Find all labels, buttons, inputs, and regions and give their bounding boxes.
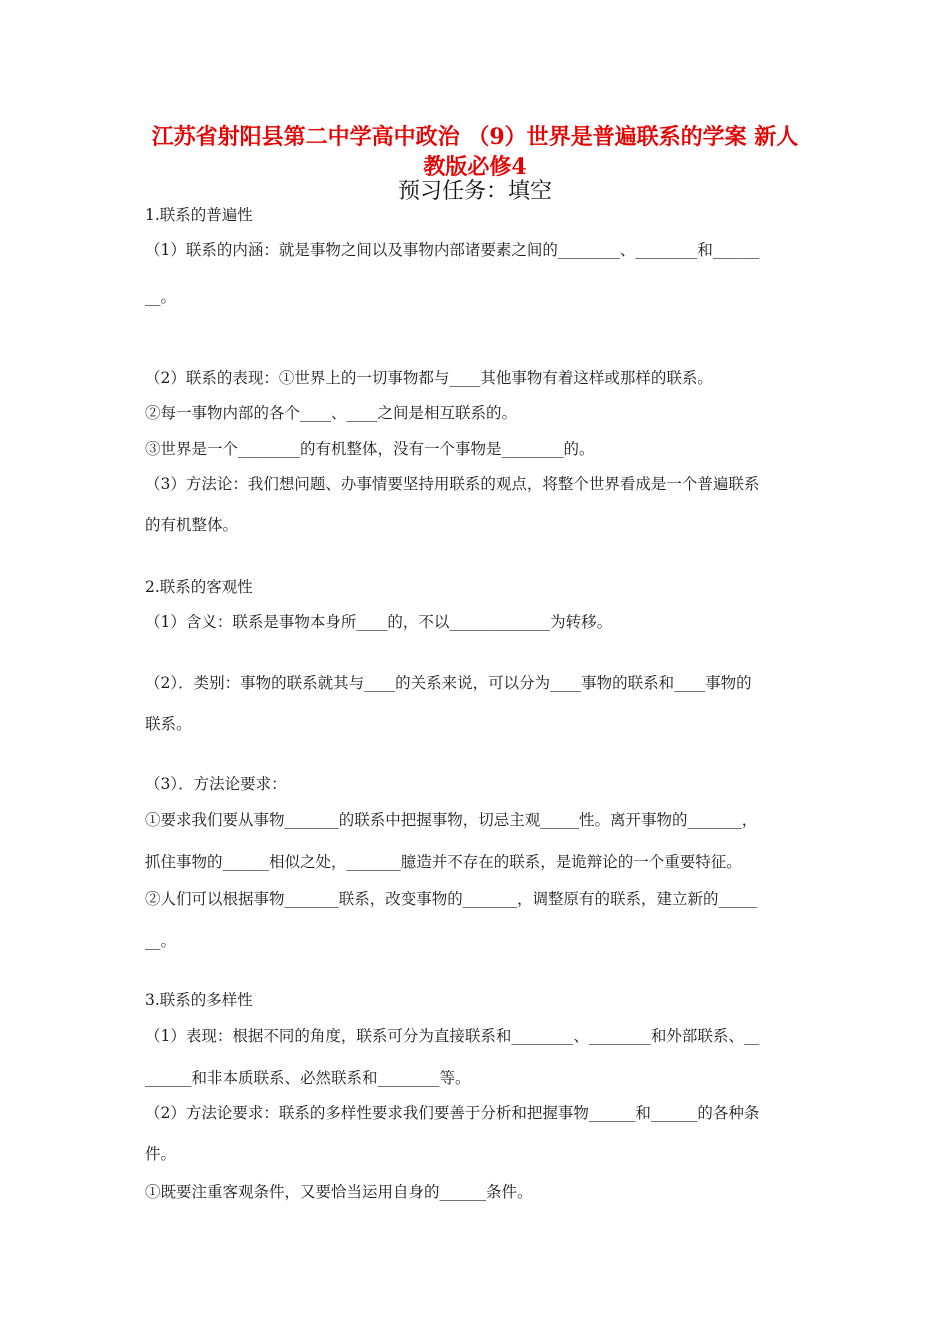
section-heading-2: 2.联系的客观性 [145, 578, 253, 596]
text-line: 联系。 [145, 715, 192, 733]
text-line: （1）表现：根据不同的角度，联系可分为直接联系和________、________和外部联系、__ [145, 1027, 760, 1045]
text-line: ①要求我们要从事物_______的联系中把握事物，切忌主观_____性。离开事物的_______， [145, 811, 758, 829]
text-line: （2）联系的表现：①世界上的一切事物都与____其他事物有着这样或那样的联系。 [145, 369, 713, 387]
text-line: ③世界是一个________的有机整体，没有一个事物是________的。 [145, 440, 595, 458]
text-line: （2）．类别：事物的联系就其与____的关系来说，可以分为____事物的联系和____事物的 [145, 674, 752, 692]
section-heading-1: 1.联系的普遍性 [145, 206, 253, 224]
document-title-line-2: 教版必修4 [423, 154, 527, 180]
text-line: ②人们可以根据事物_______联系，改变事物的_______，调整原有的联系，建立新的_____ [145, 890, 758, 908]
text-line: （1）联系的内涵：就是事物之间以及事物内部诸要素之间的________、________和______ [145, 241, 760, 259]
text-line: （1）含义：联系是事物本身所____的，不以_____________为转移。 [145, 613, 613, 631]
text-line: （2）方法论要求：联系的多样性要求我们要善于分析和把握事物______和______的各种条 [145, 1104, 760, 1122]
text-line: __。 [145, 288, 177, 306]
document-title-line-1: 江苏省射阳县第二中学高中政治 （9）世界是普遍联系的学案 新人 [151, 124, 799, 150]
text-line: ②每一事物内部的各个____、____之间是相互联系的。 [145, 404, 518, 422]
text-line: __。 [145, 932, 177, 950]
text-line: 抓住事物的______相似之处，_______臆造并不存在的联系，是诡辩论的一个重要特征。 [145, 853, 742, 871]
text-line: ①既要注重客观条件，又要恰当运用自身的______条件。 [145, 1183, 533, 1201]
document-subtitle: 预习任务：填空 [397, 179, 552, 204]
text-line: （3）方法论：我们想问题、办事情要坚持用联系的观点，将整个世界看成是一个普遍联系 [145, 475, 760, 493]
text-line: （3）．方法论要求： [145, 775, 287, 793]
text-line: 件。 [145, 1145, 177, 1163]
section-heading-3: 3.联系的多样性 [145, 991, 253, 1009]
text-line: ______和非本质联系、必然联系和________等。 [145, 1069, 471, 1087]
text-line: 的有机整体。 [145, 516, 239, 534]
